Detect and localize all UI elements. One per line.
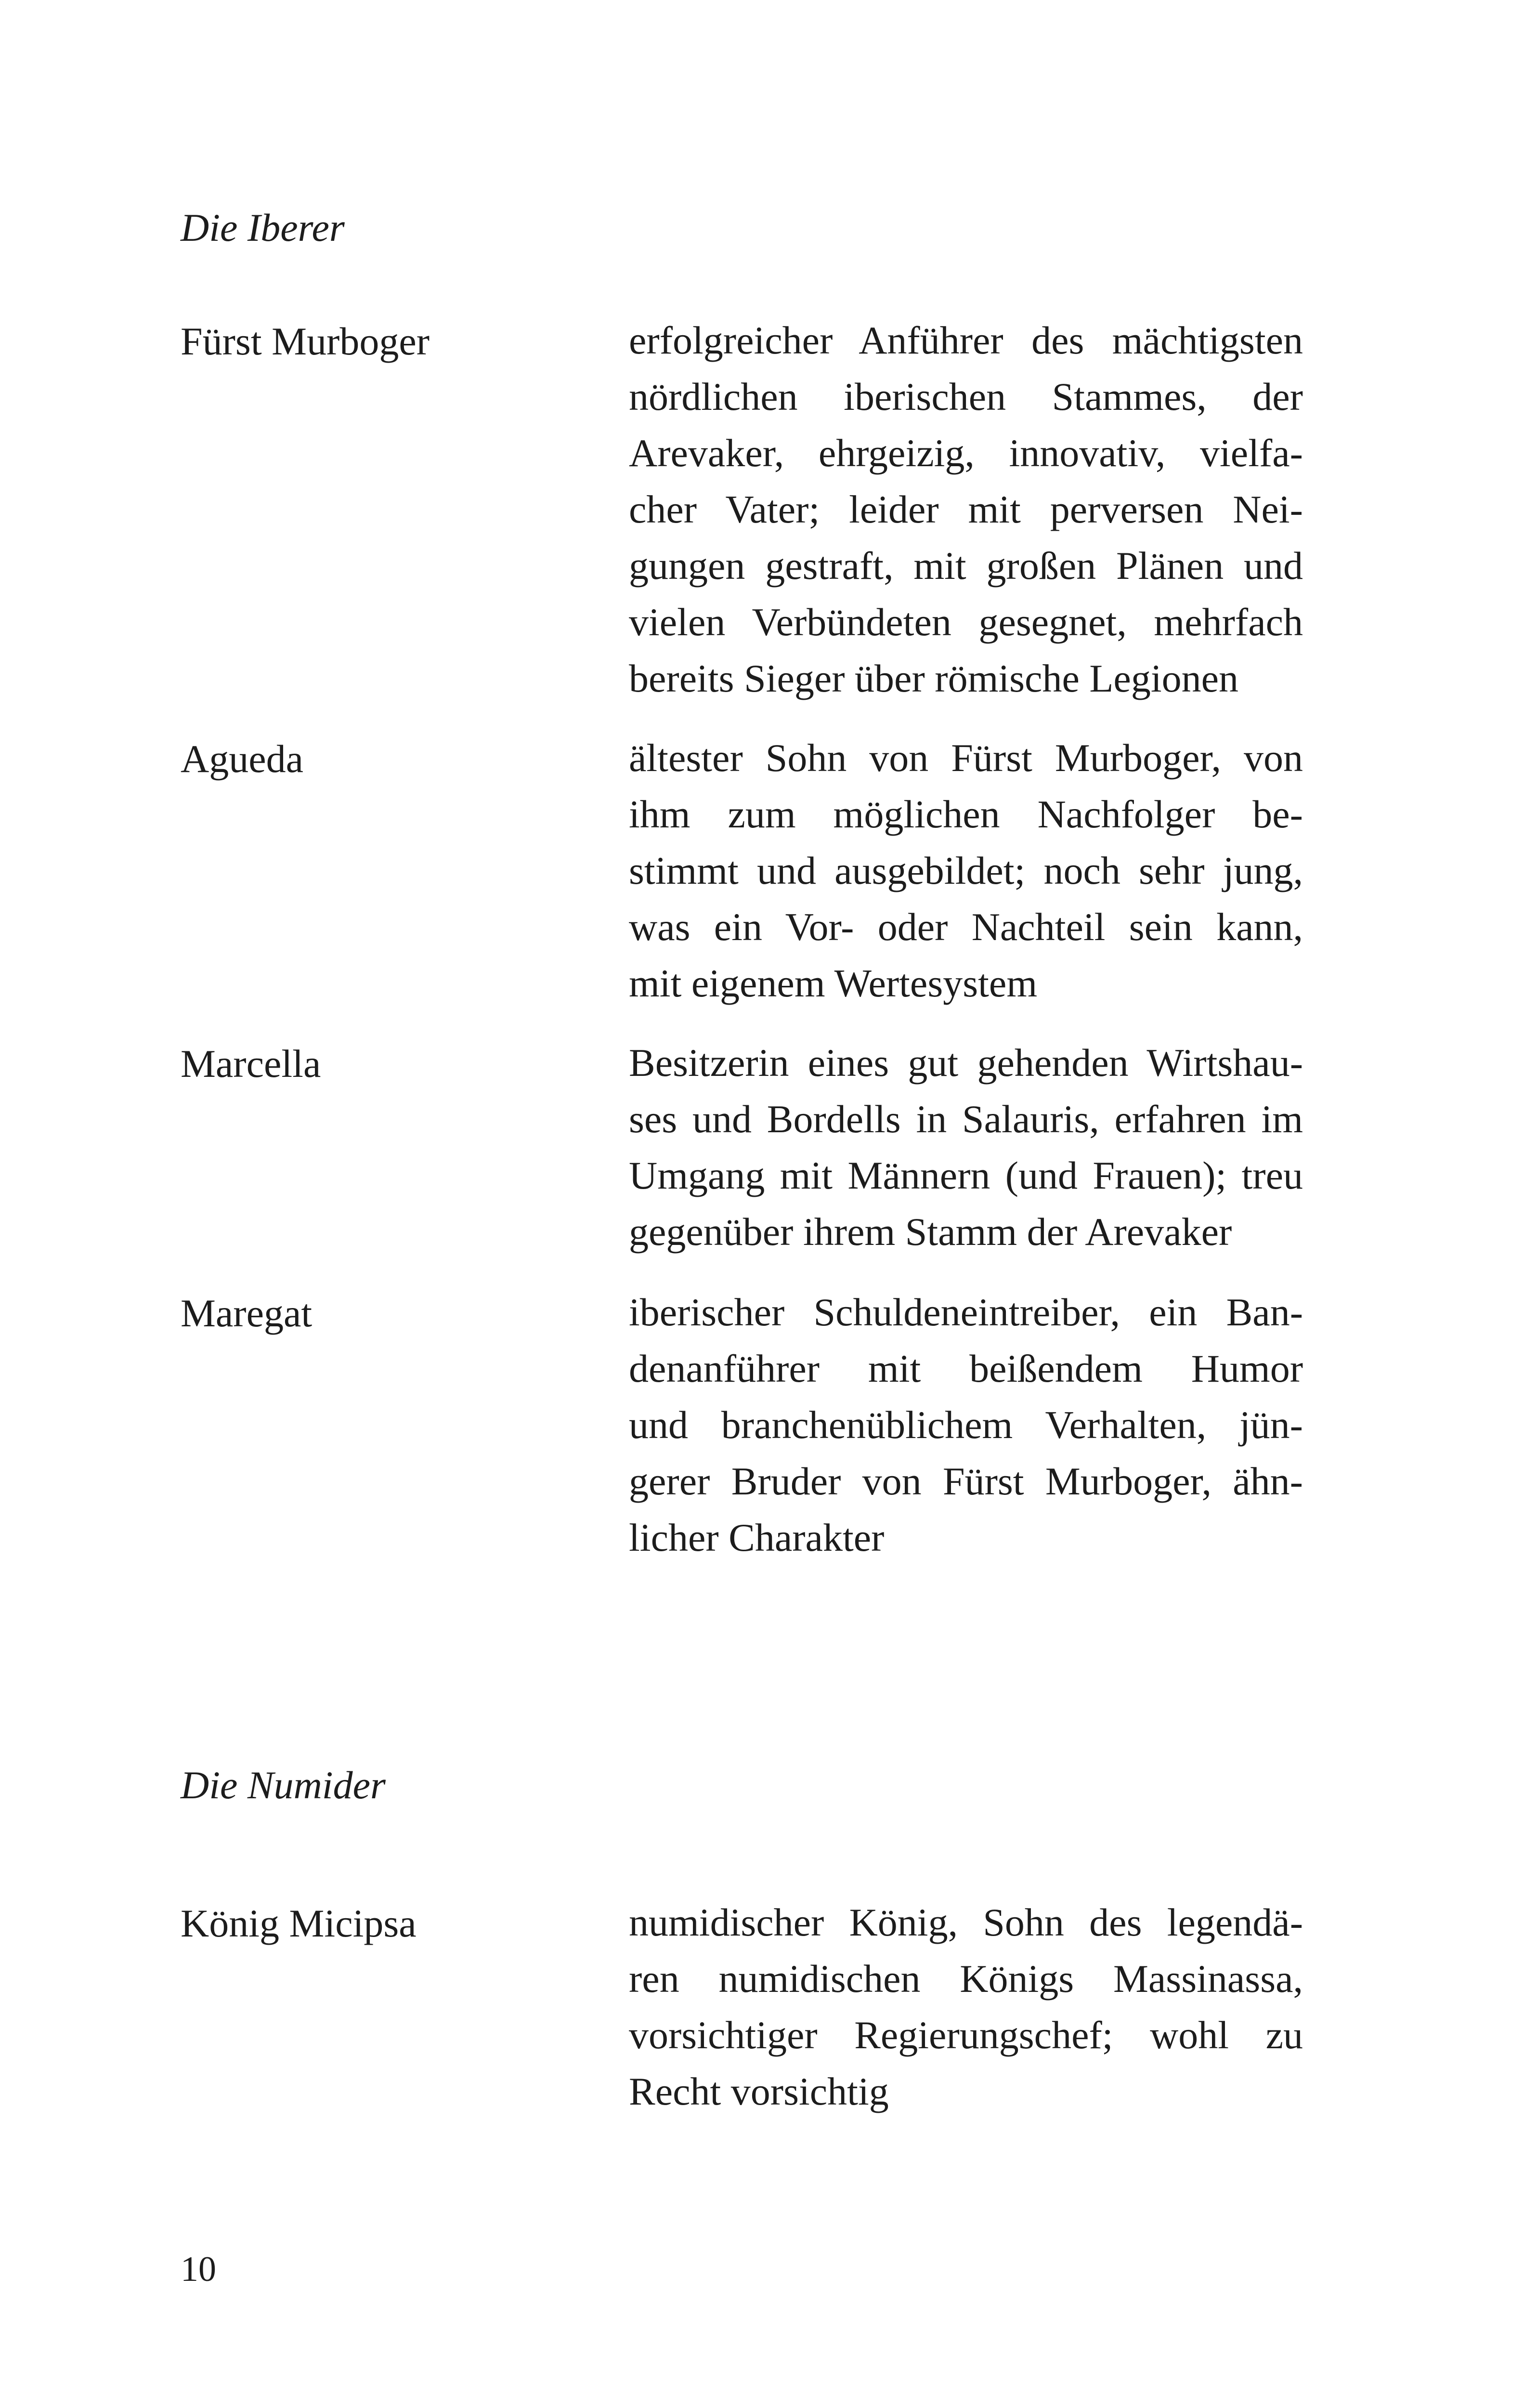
description-line: Umgang mit Männern (und Frauen); treu xyxy=(629,1153,1303,1197)
description-line: ihm zum möglichen Nachfolger be- xyxy=(629,792,1303,836)
description-line: Besitzerin eines gut gehenden Wirtshau- xyxy=(629,1041,1303,1085)
description-line: ältester Sohn von Fürst Murboger, von xyxy=(629,736,1303,780)
description-line: iberischer Schuldeneintreiber, ein Ban- xyxy=(629,1290,1303,1334)
page-number: 10 xyxy=(181,2250,216,2289)
description-line: denanführer mit beißendem Humor xyxy=(629,1347,1303,1390)
character-description xyxy=(629,730,1303,1011)
description-line: was ein Vor- oder Nachteil sein kann, xyxy=(629,905,1303,949)
description-line: stimmt und ausgebildet; noch sehr jung, xyxy=(629,849,1303,892)
description-line: ren numidischen Königs Massinassa, xyxy=(629,1957,1303,2001)
description-line: gerer Bruder von Fürst Murboger, ähn- xyxy=(629,1459,1303,1503)
section-title-numider: Die Numider xyxy=(181,1763,386,1807)
character-name: Marcella xyxy=(181,1042,321,1086)
description-line: gungen gestraft, mit großen Plänen und xyxy=(629,544,1303,588)
description-line: vielen Verbündeten gesegnet, mehrfach xyxy=(629,600,1303,644)
description-line: Arevaker, ehrgeizig, innovativ, vielfa- xyxy=(629,431,1303,475)
character-description xyxy=(629,1284,1303,1566)
description-line: bereits Sieger über römische Legionen xyxy=(629,656,1238,700)
description-line: erfolgreicher Anführer des mächtigsten xyxy=(629,318,1303,362)
description-line: nördlichen iberischen Stammes, der xyxy=(629,375,1303,419)
description-line: vorsichtiger Regierungschef; wohl zu xyxy=(629,2013,1303,2057)
character-description xyxy=(629,312,1303,707)
description-line: gegenüber ihrem Stamm der Arevaker xyxy=(629,1210,1232,1254)
description-line: licher Charakter xyxy=(629,1516,885,1559)
description-line: numidischer König, Sohn des legendä- xyxy=(629,1900,1303,1944)
character-name: Fürst Murboger xyxy=(181,319,430,363)
description-line: mit eigenem Wertesystem xyxy=(629,961,1038,1005)
section-title-iberer: Die Iberer xyxy=(181,206,345,249)
character-name: Maregat xyxy=(181,1291,313,1335)
character-name: Agueda xyxy=(181,737,304,781)
character-name: König Micipsa xyxy=(181,1901,417,1945)
description-line: ses und Bordells in Salauris, erfahren im xyxy=(629,1097,1303,1141)
description-line: und branchenüblichem Verhalten, jün- xyxy=(629,1403,1303,1447)
description-line: cher Vater; leider mit perversen Nei- xyxy=(629,487,1303,531)
character-description xyxy=(629,1034,1303,1260)
description-line: Recht vorsichtig xyxy=(629,2069,889,2113)
character-description xyxy=(629,1894,1303,2120)
